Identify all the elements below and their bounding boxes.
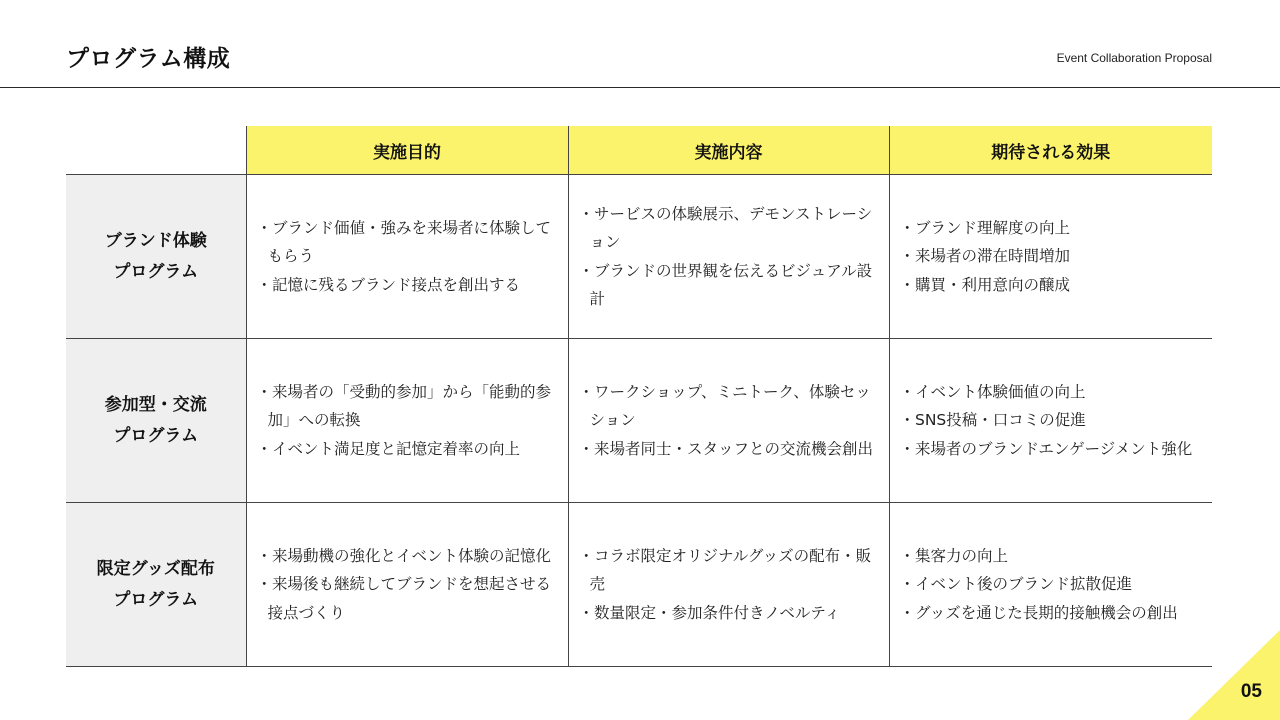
content-cell: [568, 503, 889, 667]
list-item: ・来場者の滞在時間増加: [899, 247, 1071, 266]
list-item: ・来場者のブランドエンゲージメント強化: [899, 439, 1193, 458]
row-header-line: プログラム: [113, 425, 199, 446]
list-item: ・SNS投稿・口コミの促進: [899, 411, 1086, 430]
proposal-subtitle: Event Collaboration Proposal: [1056, 51, 1212, 65]
table-row: [66, 339, 1212, 503]
list-item: ・来場者同士・スタッフとの交流機会創出: [578, 439, 874, 458]
list-item: ・ワークショップ、ミニトーク、体験セッション: [578, 382, 871, 430]
page-title: プログラム構成: [66, 46, 231, 72]
row-header-participation: [66, 339, 246, 503]
effect-cell: [889, 175, 1212, 339]
row-header-line: 限定グッズ配布: [96, 558, 215, 579]
table-row: [66, 175, 1212, 339]
list-item: ・イベント後のブランド拡散促進: [899, 575, 1133, 594]
list-item: ・来場者の「受動的参加」から「能動的参加」への転換: [256, 382, 552, 430]
purpose-cell: [246, 503, 568, 667]
program-table: [66, 126, 1212, 667]
list-item: ・イベント体験価値の向上: [899, 382, 1086, 401]
purpose-cell: [246, 339, 568, 503]
list-item: ・ブランド理解度の向上: [899, 218, 1071, 237]
row-header-line: 参加型・交流: [104, 394, 207, 415]
content-cell: [568, 175, 889, 339]
table-row: [66, 503, 1212, 667]
column-header-effect: 期待される効果: [889, 126, 1212, 175]
list-item: ・数量限定・参加条件付きノベルティ: [578, 603, 841, 622]
list-item: ・グッズを通じた長期的接触機会の創出: [899, 603, 1178, 622]
row-header-line: プログラム: [113, 589, 199, 610]
list-item: ・ブランド価値・強みを来場者に体験してもらう: [256, 218, 552, 266]
list-item: ・イベント満足度と記憶定着率の向上: [256, 439, 521, 458]
table-corner: [66, 126, 246, 175]
row-header-brand-experience: [66, 175, 246, 339]
page-number: 05: [1240, 681, 1262, 702]
list-item: ・サービスの体験展示、デモンストレーション: [578, 204, 873, 251]
list-item: ・ブランドの世界観を伝えるビジュアル設計: [578, 261, 873, 308]
list-item: ・集客力の向上: [899, 546, 1009, 565]
list-item: ・来場後も継続してブランドを想起させる接点づくり: [256, 575, 552, 622]
row-header-limited-goods: [66, 503, 246, 667]
table-header-row: [66, 126, 1212, 175]
list-item: ・来場動機の強化とイベント体験の記憶化: [256, 546, 552, 565]
effect-cell: [889, 339, 1212, 503]
effect-cell: [889, 503, 1212, 667]
purpose-cell: [246, 175, 568, 339]
list-item: ・購買・利用意向の醸成: [899, 275, 1071, 294]
row-header-line: ブランド体験: [104, 230, 207, 251]
column-header-content: 実施内容: [568, 126, 889, 175]
row-header-line: プログラム: [113, 261, 199, 282]
list-item: ・コラボ限定オリジナルグッズの配布・販売: [578, 546, 872, 594]
list-item: ・記憶に残るブランド接点を創出する: [256, 275, 521, 294]
header-divider: [0, 87, 1280, 88]
column-header-purpose: 実施目的: [246, 126, 568, 175]
content-cell: [568, 339, 889, 503]
